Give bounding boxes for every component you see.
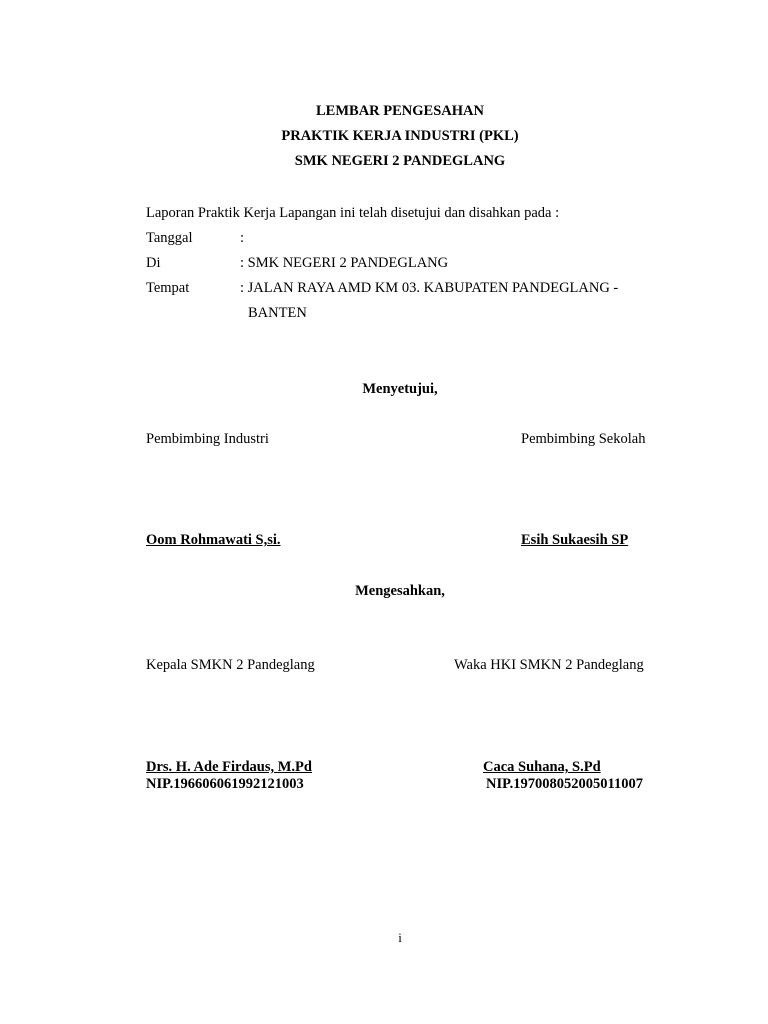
di-value: : SMK NEGERI 2 PANDEGLANG bbox=[240, 255, 449, 271]
intro-text: Laporan Praktik Kerja Lapangan ini telah disetujui dan disahkan pada : bbox=[146, 205, 560, 221]
vice-principal-nip: NIP.197008052005011007 bbox=[486, 776, 643, 792]
vice-principal-role: Waka HKI SMKN 2 Pandeglang bbox=[454, 657, 644, 673]
principal-role: Kepala SMKN 2 Pandeglang bbox=[146, 657, 315, 673]
tempat-value-line1: : JALAN RAYA AMD KM 03. KABUPATEN PANDEGLANG - bbox=[240, 280, 619, 296]
tempat-label: Tempat bbox=[146, 280, 190, 296]
header-title-line3: SMK NEGERI 2 PANDEGLANG bbox=[294, 153, 506, 169]
header-title-line1: LEMBAR PENGESAHAN bbox=[316, 103, 484, 119]
tempat-value-line2: BANTEN bbox=[248, 305, 307, 321]
principal-nip: NIP.196606061992121003 bbox=[146, 776, 304, 792]
school-supervisor-name: Esih Sukaesih SP bbox=[521, 532, 629, 548]
header-title-line2: PRAKTIK KERJA INDUSTRI (PKL) bbox=[281, 128, 519, 144]
di-label: Di bbox=[146, 255, 161, 271]
industry-supervisor-role: Pembimbing Industri bbox=[146, 431, 269, 447]
principal-name: Drs. H. Ade Firdaus, M.Pd bbox=[146, 759, 312, 775]
industry-supervisor-name: Oom Rohmawati S,si. bbox=[146, 532, 281, 548]
vice-principal-name: Caca Suhana, S.Pd bbox=[483, 759, 601, 775]
tanggal-value: : bbox=[240, 230, 245, 246]
page-number: i bbox=[398, 930, 402, 945]
tanggal-label: Tanggal bbox=[146, 230, 193, 246]
approval-title: Menyetujui, bbox=[362, 381, 438, 397]
ratification-title: Mengesahkan, bbox=[355, 583, 445, 599]
school-supervisor-role: Pembimbing Sekolah bbox=[521, 431, 646, 447]
